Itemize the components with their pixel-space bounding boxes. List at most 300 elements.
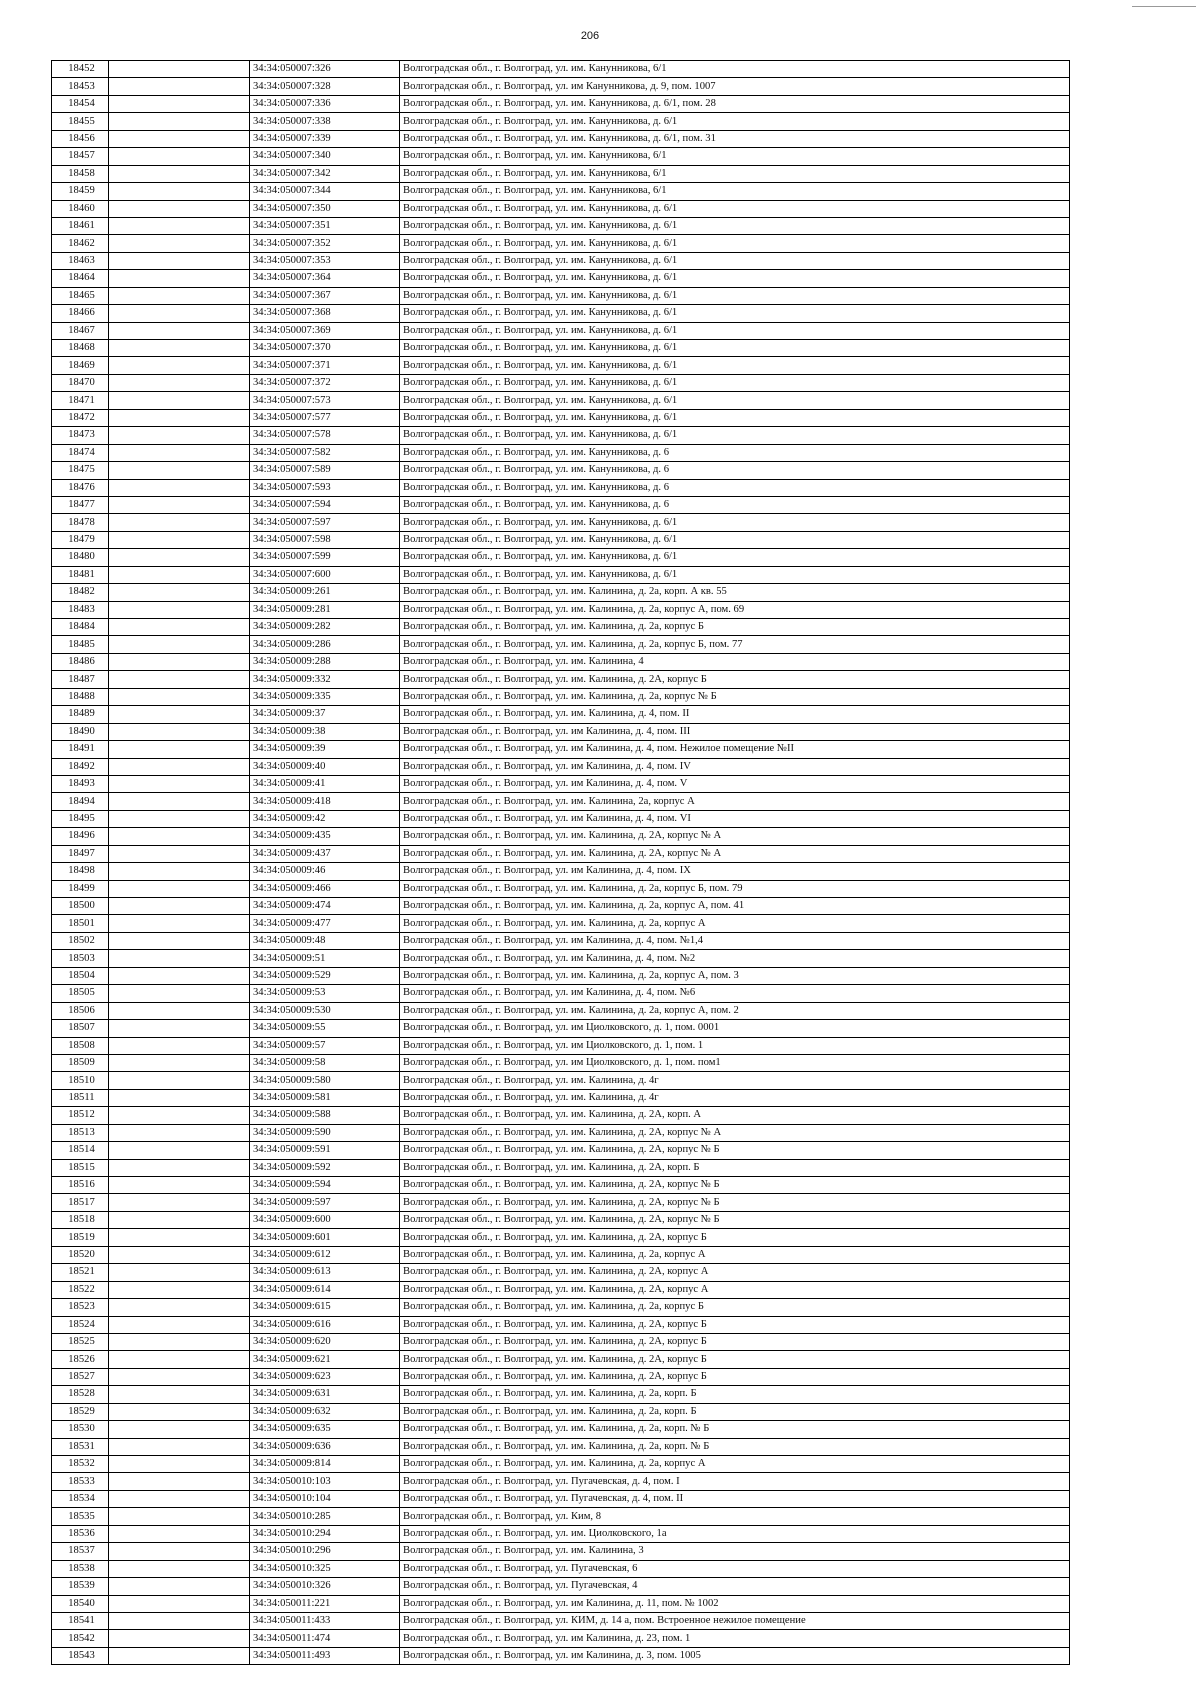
cadastral-number-cell: 34:34:050009:332 — [250, 671, 400, 688]
row-code-cell — [109, 1072, 250, 1089]
table-row — [52, 1211, 1070, 1228]
row-number-cell: 18466 — [52, 305, 109, 322]
row-code-cell — [109, 653, 250, 670]
row-number-cell: 18541 — [52, 1612, 109, 1629]
row-code-cell — [109, 200, 250, 217]
cadastral-number-cell: 34:34:050007:367 — [250, 287, 400, 304]
address-cell: Волгоградская обл., г. Волгоград, ул. им. Калинина, д. 2а, корпус А — [400, 1456, 1070, 1473]
address-cell: Волгоградская обл., г. Волгоград, ул. им. Калинина, 3 — [400, 1543, 1070, 1560]
table-row — [52, 1490, 1070, 1507]
table-row — [52, 915, 1070, 932]
table-row — [52, 427, 1070, 444]
address-cell: Волгоградская обл., г. Волгоград, ул. им Калинина, д. 4, пом. IV — [400, 758, 1070, 775]
row-number-cell: 18526 — [52, 1351, 109, 1368]
table-row — [52, 1421, 1070, 1438]
row-code-cell — [109, 706, 250, 723]
address-cell: Волгоградская обл., г. Волгоград, ул. им Калинина, д. 4, пом. №2 — [400, 950, 1070, 967]
row-number-cell: 18528 — [52, 1386, 109, 1403]
cadastral-number-cell: 34:34:050007:364 — [250, 270, 400, 287]
table-row — [52, 444, 1070, 461]
row-number-cell: 18512 — [52, 1107, 109, 1124]
table-row — [52, 584, 1070, 601]
table-row — [52, 967, 1070, 984]
row-code-cell — [109, 531, 250, 548]
table-row — [52, 200, 1070, 217]
cadastral-number-cell: 34:34:050009:632 — [250, 1403, 400, 1420]
address-cell: Волгоградская обл., г. Волгоград, ул. им. Калинина, д. 2А, корпус № Б — [400, 1194, 1070, 1211]
address-cell: Волгоградская обл., г. Волгоград, ул. им. Калинина, 2а, корпус А — [400, 793, 1070, 810]
table-row — [52, 1072, 1070, 1089]
row-code-cell — [109, 1351, 250, 1368]
row-number-cell: 18453 — [52, 78, 109, 95]
row-code-cell — [109, 1124, 250, 1141]
cadastral-number-cell: 34:34:050009:590 — [250, 1124, 400, 1141]
cadastral-number-cell: 34:34:050009:282 — [250, 619, 400, 636]
address-cell: Волгоградская обл., г. Волгоград, ул. им. Калинина, д. 2а, корп. Б — [400, 1403, 1070, 1420]
table-row — [52, 1351, 1070, 1368]
cadastral-number-cell: 34:34:050007:344 — [250, 183, 400, 200]
address-cell: Волгоградская обл., г. Волгоград, ул. им. Калинина, д. 2А, корп. Б — [400, 1159, 1070, 1176]
row-code-cell — [109, 165, 250, 182]
cadastral-number-cell: 34:34:050010:103 — [250, 1473, 400, 1490]
table-row — [52, 1595, 1070, 1612]
table-row — [52, 165, 1070, 182]
table-row — [52, 409, 1070, 426]
address-cell: Волгоградская обл., г. Волгоград, ул. им. Калинина, д. 2а, корпус Б, пом. 79 — [400, 880, 1070, 897]
row-code-cell — [109, 1107, 250, 1124]
cadastral-number-cell: 34:34:050009:635 — [250, 1421, 400, 1438]
row-number-cell: 18474 — [52, 444, 109, 461]
row-code-cell — [109, 1089, 250, 1106]
address-cell: Волгоградская обл., г. Волгоград, ул. им. Калинина, д. 4г — [400, 1072, 1070, 1089]
address-cell: Волгоградская обл., г. Волгоград, ул. им. Калинина, д. 2а, корпус А, пом. 69 — [400, 601, 1070, 618]
cadastral-number-cell: 34:34:050009:53 — [250, 985, 400, 1002]
row-number-cell: 18542 — [52, 1630, 109, 1647]
row-number-cell: 18489 — [52, 706, 109, 723]
address-cell: Волгоградская обл., г. Волгоград, ул. им. Калинина, д. 2а, корп. № Б — [400, 1438, 1070, 1455]
cadastral-number-cell: 34:34:050009:597 — [250, 1194, 400, 1211]
row-code-cell — [109, 1386, 250, 1403]
table-row — [52, 148, 1070, 165]
row-code-cell — [109, 549, 250, 566]
table-row — [52, 357, 1070, 374]
cadastral-number-cell: 34:34:050009:466 — [250, 880, 400, 897]
table-row — [52, 1333, 1070, 1350]
table-row — [52, 183, 1070, 200]
table-row — [52, 496, 1070, 513]
table-row — [52, 340, 1070, 357]
row-code-cell — [109, 1490, 250, 1507]
row-code-cell — [109, 1054, 250, 1071]
row-number-cell: 18490 — [52, 723, 109, 740]
table-row — [52, 374, 1070, 391]
cadastral-number-cell: 34:34:050011:493 — [250, 1647, 400, 1664]
address-cell: Волгоградская обл., г. Волгоград, ул. им Калинина, д. 4, пом. VI — [400, 810, 1070, 827]
row-number-cell: 18479 — [52, 531, 109, 548]
address-cell: Волгоградская обл., г. Волгоград, ул. Пугачевская, д. 4, пом. I — [400, 1473, 1070, 1490]
row-code-cell — [109, 427, 250, 444]
address-cell: Волгоградская обл., г. Волгоград, ул. им. Канунникова, д. 6 — [400, 462, 1070, 479]
row-number-cell: 18518 — [52, 1211, 109, 1228]
cadastral-number-cell: 34:34:050007:326 — [250, 61, 400, 78]
cadastral-number-cell: 34:34:050010:285 — [250, 1508, 400, 1525]
row-number-cell: 18455 — [52, 113, 109, 130]
row-number-cell: 18519 — [52, 1229, 109, 1246]
row-code-cell — [109, 915, 250, 932]
cadastral-number-cell: 34:34:050009:55 — [250, 1020, 400, 1037]
row-number-cell: 18463 — [52, 252, 109, 269]
address-cell: Волгоградская обл., г. Волгоград, ул. им. Калинина, д. 2А, корпус № А — [400, 828, 1070, 845]
address-cell: Волгоградская обл., г. Волгоград, ул. им. Канунникова, д. 6/1 — [400, 566, 1070, 583]
row-number-cell: 18513 — [52, 1124, 109, 1141]
table-row — [52, 287, 1070, 304]
row-code-cell — [109, 758, 250, 775]
address-cell: Волгоградская обл., г. Волгоград, ул. им. Калинина, д. 2а, корпус А, пом. 2 — [400, 1002, 1070, 1019]
row-code-cell — [109, 950, 250, 967]
cadastral-number-cell: 34:34:050007:371 — [250, 357, 400, 374]
row-number-cell: 18533 — [52, 1473, 109, 1490]
row-number-cell: 18502 — [52, 932, 109, 949]
row-code-cell — [109, 828, 250, 845]
address-cell: Волгоградская обл., г. Волгоград, ул. им. Калинина, д. 2а, корпус Б — [400, 619, 1070, 636]
row-code-cell — [109, 741, 250, 758]
registry-table-body — [52, 61, 1070, 1665]
address-cell: Волгоградская обл., г. Волгоград, ул. им Калинина, д. 4, пом. IX — [400, 863, 1070, 880]
table-row — [52, 985, 1070, 1002]
cadastral-number-cell: 34:34:050010:104 — [250, 1490, 400, 1507]
cadastral-number-cell: 34:34:050007:582 — [250, 444, 400, 461]
row-number-cell: 18486 — [52, 653, 109, 670]
address-cell: Волгоградская обл., г. Волгоград, ул. им. Канунникова, д. 6 — [400, 496, 1070, 513]
cadastral-number-cell: 34:34:050009:58 — [250, 1054, 400, 1071]
row-number-cell: 18471 — [52, 392, 109, 409]
address-cell: Волгоградская обл., г. Волгоград, ул. им Калинина, д. 4, пом. III — [400, 723, 1070, 740]
row-code-cell — [109, 392, 250, 409]
address-cell: Волгоградская обл., г. Волгоград, ул. им. Канунникова, д. 6/1 — [400, 531, 1070, 548]
row-number-cell: 18520 — [52, 1246, 109, 1263]
cadastral-number-cell: 34:34:050011:433 — [250, 1612, 400, 1629]
table-row — [52, 1403, 1070, 1420]
cadastral-number-cell: 34:34:050007:352 — [250, 235, 400, 252]
row-code-cell — [109, 1281, 250, 1298]
cadastral-number-cell: 34:34:050009:636 — [250, 1438, 400, 1455]
cadastral-number-cell: 34:34:050009:631 — [250, 1386, 400, 1403]
row-code-cell — [109, 1264, 250, 1281]
row-code-cell — [109, 1002, 250, 1019]
cadastral-number-cell: 34:34:050011:474 — [250, 1630, 400, 1647]
table-row — [52, 549, 1070, 566]
row-number-cell: 18540 — [52, 1595, 109, 1612]
address-cell: Волгоградская обл., г. Волгоград, ул. Ким, 8 — [400, 1508, 1070, 1525]
table-row — [52, 1630, 1070, 1647]
address-cell: Волгоградская обл., г. Волгоград, ул. им. Канунникова, д. 6/1, пом. 28 — [400, 95, 1070, 112]
row-number-cell: 18500 — [52, 898, 109, 915]
table-row — [52, 1020, 1070, 1037]
table-row — [52, 1142, 1070, 1159]
edge-mark — [1132, 6, 1196, 7]
table-row — [52, 1560, 1070, 1577]
table-row — [52, 636, 1070, 653]
cadastral-number-cell: 34:34:050007:353 — [250, 252, 400, 269]
cadastral-number-cell: 34:34:050007:368 — [250, 305, 400, 322]
row-number-cell: 18505 — [52, 985, 109, 1002]
table-row — [52, 619, 1070, 636]
cadastral-number-cell: 34:34:050010:326 — [250, 1578, 400, 1595]
address-cell: Волгоградская обл., г. Волгоград, ул. им. Калинина, д. 2а, корпус Б — [400, 1299, 1070, 1316]
table-row — [52, 514, 1070, 531]
row-code-cell — [109, 78, 250, 95]
row-number-cell: 18468 — [52, 340, 109, 357]
cadastral-number-cell: 34:34:050009:48 — [250, 932, 400, 949]
cadastral-number-cell: 34:34:050007:338 — [250, 113, 400, 130]
row-number-cell: 18478 — [52, 514, 109, 531]
address-cell: Волгоградская обл., г. Волгоград, ул. им. Калинина, д. 2а, корпус А — [400, 1246, 1070, 1263]
row-number-cell: 18522 — [52, 1281, 109, 1298]
cadastral-number-cell: 34:34:050009:41 — [250, 775, 400, 792]
address-cell: Волгоградская обл., г. Волгоград, ул. им. Канунникова, д. 6 — [400, 444, 1070, 461]
cadastral-number-cell: 34:34:050009:620 — [250, 1333, 400, 1350]
cadastral-number-cell: 34:34:050010:325 — [250, 1560, 400, 1577]
row-code-cell — [109, 374, 250, 391]
row-code-cell — [109, 723, 250, 740]
cadastral-number-cell: 34:34:050007:577 — [250, 409, 400, 426]
address-cell: Волгоградская обл., г. Волгоград, ул. им. Калинина, д. 4, пом. II — [400, 706, 1070, 723]
cadastral-number-cell: 34:34:050009:261 — [250, 584, 400, 601]
row-number-cell: 18517 — [52, 1194, 109, 1211]
row-number-cell: 18462 — [52, 235, 109, 252]
address-cell: Волгоградская обл., г. Волгоград, ул. им Циолковского, д. 1, пом. 0001 — [400, 1020, 1070, 1037]
table-row — [52, 601, 1070, 618]
cadastral-number-cell: 34:34:050007:578 — [250, 427, 400, 444]
address-cell: Волгоградская обл., г. Волгоград, ул. им. Циолковского, 1а — [400, 1525, 1070, 1542]
row-code-cell — [109, 1159, 250, 1176]
row-code-cell — [109, 130, 250, 147]
page-number: 206 — [580, 30, 600, 42]
table-row — [52, 1229, 1070, 1246]
cadastral-number-cell: 34:34:050007:599 — [250, 549, 400, 566]
row-code-cell — [109, 1246, 250, 1263]
row-code-cell — [109, 898, 250, 915]
table-row — [52, 1246, 1070, 1263]
address-cell: Волгоградская обл., г. Волгоград, ул. им. Калинина, д. 2а, корпус № Б — [400, 688, 1070, 705]
row-code-cell — [109, 252, 250, 269]
row-code-cell — [109, 1229, 250, 1246]
address-cell: Волгоградская обл., г. Волгоград, ул. им Калинина, д. 23, пом. 1 — [400, 1630, 1070, 1647]
cadastral-number-cell: 34:34:050007:589 — [250, 462, 400, 479]
row-code-cell — [109, 1438, 250, 1455]
address-cell: Волгоградская обл., г. Волгоград, ул. им. Калинина, д. 2А, корпус № А — [400, 1124, 1070, 1141]
table-row — [52, 1037, 1070, 1054]
row-number-cell: 18460 — [52, 200, 109, 217]
address-cell: Волгоградская обл., г. Волгоград, ул. им. Канунникова, д. 6/1 — [400, 217, 1070, 234]
cadastral-number-cell: 34:34:050009:615 — [250, 1299, 400, 1316]
address-cell: Волгоградская обл., г. Волгоград, ул. им Калинина, д. 11, пом. № 1002 — [400, 1595, 1070, 1612]
cadastral-number-cell: 34:34:050007:342 — [250, 165, 400, 182]
address-cell: Волгоградская обл., г. Волгоград, ул. им. Канунникова, д. 6/1 — [400, 374, 1070, 391]
cadastral-number-cell: 34:34:050009:588 — [250, 1107, 400, 1124]
row-number-cell: 18491 — [52, 741, 109, 758]
address-cell: Волгоградская обл., г. Волгоград, ул. им. Калинина, д. 2а, корпус А, пом. 3 — [400, 967, 1070, 984]
table-row — [52, 566, 1070, 583]
address-cell: Волгоградская обл., г. Волгоград, ул. им. Калинина, д. 2А, корпус № Б — [400, 1211, 1070, 1228]
address-cell: Волгоградская обл., г. Волгоград, ул. им. Калинина, д. 2а, корпус А, пом. 41 — [400, 898, 1070, 915]
table-row — [52, 305, 1070, 322]
address-cell: Волгоградская обл., г. Волгоград, ул. Пугачевская, 4 — [400, 1578, 1070, 1595]
address-cell: Волгоградская обл., г. Волгоград, ул. им. Калинина, д. 2А, корп. А — [400, 1107, 1070, 1124]
address-cell: Волгоградская обл., г. Волгоград, ул. им Калинина, д. 4, пом. V — [400, 775, 1070, 792]
row-number-cell: 18538 — [52, 1560, 109, 1577]
row-code-cell — [109, 1316, 250, 1333]
address-cell: Волгоградская обл., г. Волгоград, ул. им. Канунникова, д. 6/1 — [400, 252, 1070, 269]
table-row — [52, 462, 1070, 479]
row-number-cell: 18472 — [52, 409, 109, 426]
address-cell: Волгоградская обл., г. Волгоград, ул. им. Канунникова, д. 6/1 — [400, 340, 1070, 357]
table-row — [52, 61, 1070, 78]
table-row — [52, 479, 1070, 496]
cadastral-number-cell: 34:34:050007:573 — [250, 392, 400, 409]
cadastral-number-cell: 34:34:050007:372 — [250, 374, 400, 391]
cadastral-number-cell: 34:34:050009:418 — [250, 793, 400, 810]
row-code-cell — [109, 322, 250, 339]
table-row — [52, 898, 1070, 915]
row-code-cell — [109, 1508, 250, 1525]
table-row — [52, 1316, 1070, 1333]
row-code-cell — [109, 1194, 250, 1211]
cadastral-number-cell: 34:34:050009:600 — [250, 1211, 400, 1228]
row-code-cell — [109, 584, 250, 601]
row-number-cell: 18534 — [52, 1490, 109, 1507]
row-code-cell — [109, 793, 250, 810]
row-code-cell — [109, 1456, 250, 1473]
row-code-cell — [109, 601, 250, 618]
row-number-cell: 18535 — [52, 1508, 109, 1525]
row-number-cell: 18457 — [52, 148, 109, 165]
address-cell: Волгоградская обл., г. Волгоград, ул. им. Калинина, д. 2А, корпус Б — [400, 1333, 1070, 1350]
table-row — [52, 252, 1070, 269]
row-code-cell — [109, 496, 250, 513]
row-number-cell: 18498 — [52, 863, 109, 880]
row-number-cell: 18480 — [52, 549, 109, 566]
table-row — [52, 1264, 1070, 1281]
row-code-cell — [109, 287, 250, 304]
row-number-cell: 18506 — [52, 1002, 109, 1019]
row-number-cell: 18536 — [52, 1525, 109, 1542]
address-cell: Волгоградская обл., г. Волгоград, ул. им. Калинина, д. 2а, корп. № Б — [400, 1421, 1070, 1438]
row-number-cell: 18510 — [52, 1072, 109, 1089]
row-number-cell: 18493 — [52, 775, 109, 792]
row-number-cell: 18508 — [52, 1037, 109, 1054]
cadastral-number-cell: 34:34:050009:580 — [250, 1072, 400, 1089]
row-number-cell: 18523 — [52, 1299, 109, 1316]
row-number-cell: 18515 — [52, 1159, 109, 1176]
row-code-cell — [109, 1299, 250, 1316]
address-cell: Волгоградская обл., г. Волгоград, ул. им. Канунникова, д. 6/1 — [400, 427, 1070, 444]
table-row — [52, 217, 1070, 234]
table-row — [52, 1438, 1070, 1455]
cadastral-number-cell: 34:34:050009:477 — [250, 915, 400, 932]
row-code-cell — [109, 217, 250, 234]
table-row — [52, 706, 1070, 723]
table-row — [52, 1124, 1070, 1141]
row-code-cell — [109, 1630, 250, 1647]
row-code-cell — [109, 340, 250, 357]
row-number-cell: 18465 — [52, 287, 109, 304]
cadastral-number-cell: 34:34:050009:623 — [250, 1368, 400, 1385]
row-code-cell — [109, 967, 250, 984]
registry-table — [51, 60, 1070, 1665]
address-cell: Волгоградская обл., г. Волгоград, ул. им. Калинина, д. 4г — [400, 1089, 1070, 1106]
row-code-cell — [109, 235, 250, 252]
table-row — [52, 322, 1070, 339]
row-code-cell — [109, 1368, 250, 1385]
cadastral-number-cell: 34:34:050007:336 — [250, 95, 400, 112]
address-cell: Волгоградская обл., г. Волгоград, ул. им. Калинина, д. 2а, корп. А кв. 55 — [400, 584, 1070, 601]
row-number-cell: 18459 — [52, 183, 109, 200]
row-number-cell: 18494 — [52, 793, 109, 810]
address-cell: Волгоградская обл., г. Волгоград, ул. им. Калинина, 4 — [400, 653, 1070, 670]
row-code-cell — [109, 1473, 250, 1490]
row-code-cell — [109, 270, 250, 287]
table-row — [52, 95, 1070, 112]
address-cell: Волгоградская обл., г. Волгоград, ул. им. Канунникова, 6/1 — [400, 61, 1070, 78]
row-code-cell — [109, 148, 250, 165]
table-row — [52, 1194, 1070, 1211]
table-row — [52, 1612, 1070, 1629]
row-code-cell — [109, 1142, 250, 1159]
address-cell: Волгоградская обл., г. Волгоград, ул. им. Калинина, д. 2А, корпус Б — [400, 1368, 1070, 1385]
row-number-cell: 18516 — [52, 1177, 109, 1194]
table-row — [52, 671, 1070, 688]
cadastral-number-cell: 34:34:050009:42 — [250, 810, 400, 827]
table-row — [52, 270, 1070, 287]
row-number-cell: 18524 — [52, 1316, 109, 1333]
row-code-cell — [109, 688, 250, 705]
table-row — [52, 235, 1070, 252]
row-code-cell — [109, 479, 250, 496]
cadastral-number-cell: 34:34:050007:328 — [250, 78, 400, 95]
row-code-cell — [109, 863, 250, 880]
address-cell: Волгоградская обл., г. Волгоград, ул. им. Калинина, д. 2А, корпус Б — [400, 1351, 1070, 1368]
table-row — [52, 1054, 1070, 1071]
cadastral-number-cell: 34:34:050007:340 — [250, 148, 400, 165]
cadastral-number-cell: 34:34:050009:594 — [250, 1177, 400, 1194]
table-row — [52, 932, 1070, 949]
row-code-cell — [109, 1647, 250, 1664]
cadastral-number-cell: 34:34:050009:581 — [250, 1089, 400, 1106]
row-number-cell: 18482 — [52, 584, 109, 601]
address-cell: Волгоградская обл., г. Волгоград, ул. им. Канунникова, д. 6/1 — [400, 549, 1070, 566]
table-row — [52, 950, 1070, 967]
address-cell: Волгоградская обл., г. Волгоград, ул. им. Калинина, д. 2А, корпус А — [400, 1281, 1070, 1298]
address-cell: Волгоградская обл., г. Волгоград, ул. им. Калинина, д. 2А, корпус Б — [400, 671, 1070, 688]
cadastral-number-cell: 34:34:050009:529 — [250, 967, 400, 984]
row-number-cell: 18475 — [52, 462, 109, 479]
row-number-cell: 18503 — [52, 950, 109, 967]
address-cell: Волгоградская обл., г. Волгоград, ул. им. Канунникова, д. 6/1 — [400, 392, 1070, 409]
cadastral-number-cell: 34:34:050007:597 — [250, 514, 400, 531]
row-code-cell — [109, 1421, 250, 1438]
cadastral-number-cell: 34:34:050009:46 — [250, 863, 400, 880]
table-row — [52, 775, 1070, 792]
row-number-cell: 18495 — [52, 810, 109, 827]
row-number-cell: 18461 — [52, 217, 109, 234]
table-row — [52, 1386, 1070, 1403]
row-number-cell: 18529 — [52, 1403, 109, 1420]
row-number-cell: 18501 — [52, 915, 109, 932]
address-cell: Волгоградская обл., г. Волгоград, ул. им. Канунникова, д. 6 — [400, 479, 1070, 496]
row-number-cell: 18470 — [52, 374, 109, 391]
row-number-cell: 18484 — [52, 619, 109, 636]
